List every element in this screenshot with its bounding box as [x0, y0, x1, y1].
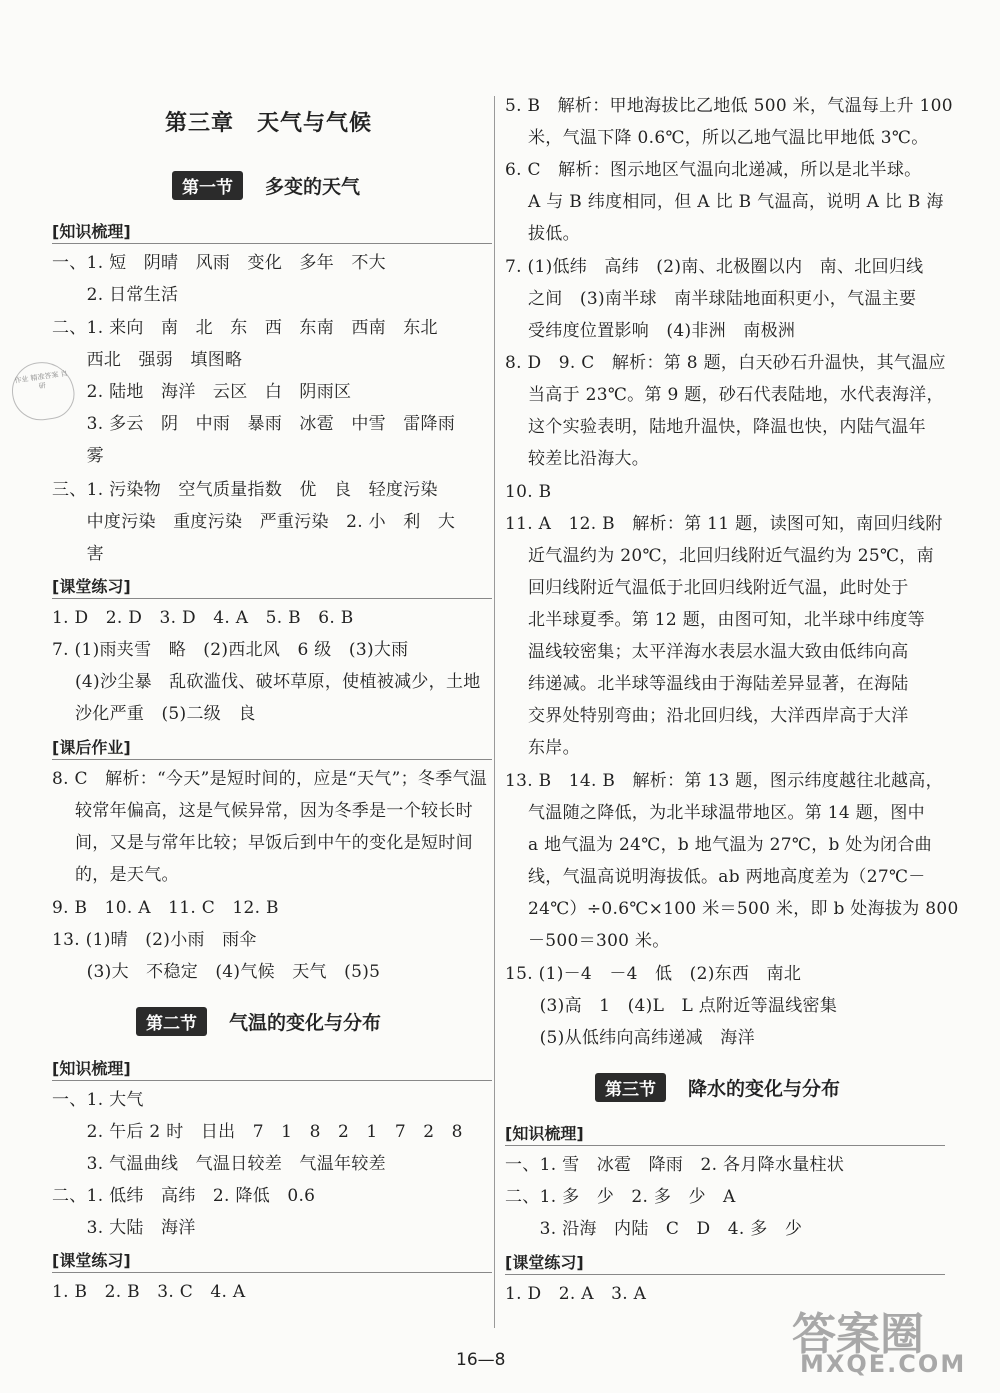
text-line: 9. B 10. A 11. C 12. B — [52, 898, 279, 918]
text-line: (3)大 不稳定 (4)气候 天气 (5)5 — [52, 962, 381, 982]
section-badge: 第二节 — [136, 1007, 207, 1036]
section-label-knowledge: [知识梳理] — [52, 219, 131, 242]
text-line: 8. D 9. C 解析：第 8 题，白天砂石升温快，其气温应 — [505, 353, 946, 373]
section-1-heading — [172, 171, 360, 200]
text-line: 拔低。 — [505, 224, 580, 244]
text-line: (4)沙尘暴 乱砍滥伐、破坏草原，使植被减少，土地 — [52, 672, 481, 692]
text-line: 米，气温下降 0.6℃，所以乙地气温比甲地低 3℃。 — [505, 128, 929, 148]
text-line: 13. B 14. B 解析：第 13 题，图示纬度越往北越高， — [505, 771, 943, 791]
section-2-heading — [136, 1007, 381, 1036]
section-badge: 第三节 — [595, 1073, 666, 1102]
text-line: 二、1. 来向 南 北 东 西 东南 西南 东北 — [52, 318, 438, 338]
section-badge: 第一节 — [172, 171, 243, 200]
text-line: 2. 午后 2 时 日出 7 1 8 2 1 7 2 8 — [52, 1122, 463, 1142]
text-line: 这个实验表明，陆地升温快，降温也快，内陆气温年 — [505, 417, 926, 437]
section-label-knowledge: [知识梳理] — [505, 1121, 584, 1144]
section-title: 多变的天气 — [265, 176, 361, 198]
text-line: 6. C 解析：图示地区气温向北递减，所以是北半球。 — [505, 160, 922, 180]
text-line: 3. 大陆 海洋 — [52, 1218, 196, 1238]
text-line: 1. D 2. D 3. D 4. A 5. B 6. B — [52, 608, 354, 628]
section-title: 降水的变化与分布 — [688, 1078, 841, 1100]
chapter-title: 第三章 天气与气候 — [165, 111, 373, 136]
text-line: 线，气温高说明海拔低。ab 两地高度差为（27℃－ — [505, 867, 926, 887]
text-line: 一、1. 大气 — [52, 1090, 144, 1110]
text-line: 三、1. 污染物 空气质量指数 优 良 轻度污染 — [52, 480, 438, 500]
text-line: 7. (1)低纬 高纬 (2)南、北极圈以内 南、北回归线 — [505, 257, 924, 277]
text-line: 3. 气温曲线 气温日较差 气温年较差 — [52, 1154, 386, 1174]
page-number: 16—8 — [456, 1350, 506, 1370]
text-line: －500＝300 米。 — [505, 931, 670, 951]
text-line: A 与 B 纬度相同，但 A 比 B 气温高，说明 A 比 B 海 — [505, 192, 944, 212]
text-line: 5. B 解析：甲地海拔比乙地低 500 米，气温每上升 100 — [505, 96, 953, 116]
text-line: 北半球夏季。第 12 题，由图可知，北半球中纬度等 — [505, 610, 925, 630]
text-line: 气温随之降低，为北半球温带地区。第 14 题，图中 — [505, 803, 925, 823]
text-line: 13. (1)晴 (2)小雨 雨伞 — [52, 930, 257, 950]
text-line: 1. D 2. A 3. A — [505, 1284, 647, 1304]
text-line: 较差比沿海大。 — [505, 449, 650, 469]
section-label-classwork: [课堂练习] — [505, 1250, 584, 1273]
column-divider — [494, 96, 495, 1328]
text-line: 3. 多云 阴 中雨 暴雨 冰雹 中雪 雷降雨 — [52, 414, 456, 434]
text-line: 1. B 2. B 3. C 4. A — [52, 1282, 246, 1302]
section-label-knowledge: [知识梳理] — [52, 1056, 131, 1079]
text-line: (5)从低纬向高纬递减 海洋 — [505, 1028, 755, 1048]
text-line: 之间 (3)南半球 南半球陆地面积更小，气温主要 — [505, 289, 917, 309]
text-line: 东岸。 — [505, 738, 580, 758]
text-line: 24℃）÷0.6℃×100 米＝500 米，即 b 处海拔为 800 — [505, 899, 959, 919]
text-line: 2. 日常生活 — [52, 285, 179, 305]
text-line: 2. 陆地 海洋 云区 白 阴雨区 — [52, 382, 352, 402]
section-title: 气温的变化与分布 — [229, 1012, 382, 1034]
text-line: 8. C 解析：“今天”是短时间的，应是“天气”；冬季气温 — [52, 769, 488, 789]
text-line: 雾 — [52, 446, 104, 466]
text-line: 10. B — [505, 482, 552, 502]
text-line: 二、1. 低纬 高纬 2. 降低 0.6 — [52, 1186, 316, 1206]
text-line: 近气温约为 20℃，北回归线附近气温约为 25℃，南 — [505, 546, 934, 566]
section-label-classwork: [课堂练习] — [52, 1248, 131, 1271]
text-line: 3. 沿海 内陆 C D 4. 多 少 — [505, 1219, 803, 1239]
text-line: 一、1. 雪 冰雹 降雨 2. 各月降水量柱状 — [505, 1155, 845, 1175]
text-line: a 地气温为 24℃，b 地气温为 27℃，b 处为闭合曲 — [505, 835, 932, 855]
text-line: 受纬度位置影响 (4)非洲 南极洲 — [505, 321, 796, 341]
text-line: 交界处特别弯曲；沿北回归线，大洋西岸高于大洋 — [505, 706, 909, 726]
text-line: 7. (1)雨夹雪 略 (2)西北风 6 级 (3)大雨 — [52, 640, 409, 660]
text-line: 纬递减。北半球等温线由于海陆差异显著，在海陆 — [505, 674, 909, 694]
text-line: 害 — [52, 544, 104, 564]
text-line: 当高于 23℃。第 9 题，砂石代表陆地，水代表海洋， — [505, 385, 944, 405]
text-line: 11. A 12. B 解析：第 11 题，读图可知，南回归线附 — [505, 514, 943, 534]
section-label-classwork: [课堂练习] — [52, 574, 131, 597]
watermark-logo: 答案圈 MXQE.COM — [792, 1309, 967, 1378]
text-line: (3)高 1 (4)L L 点附近等温线密集 — [505, 996, 838, 1016]
text-line: 西北 强弱 填图略 — [52, 350, 243, 370]
text-line: 回归线附近气温低于北回归线附近气温，此时处于 — [505, 578, 909, 598]
text-line: 的，是天气。 — [52, 865, 179, 885]
stamp-image: 作业 精准答案 自研 — [8, 358, 77, 424]
text-line: 一、1. 短 阴晴 风雨 变化 多年 不大 — [52, 253, 386, 273]
text-line: 较常年偏高，这是气候异常，因为冬季是一个较长时 — [52, 801, 473, 821]
text-line: 间，又是与常年比较；早饭后到中午的变化是短时间 — [52, 833, 473, 853]
text-line: 沙化严重 (5)二级 良 — [52, 704, 256, 724]
text-line: 温线较密集；太平洋海水表层水温大致由低纬向高 — [505, 642, 909, 662]
section-3-heading — [595, 1073, 840, 1102]
text-line: 中度污染 重度污染 严重污染 2. 小 利 大 — [52, 512, 456, 532]
section-label-homework: [课后作业] — [52, 735, 131, 758]
text-line: 二、1. 多 少 2. 多 少 A — [505, 1187, 736, 1207]
text-line: 15. (1)－4 －4 低 (2)东西 南北 — [505, 964, 802, 984]
